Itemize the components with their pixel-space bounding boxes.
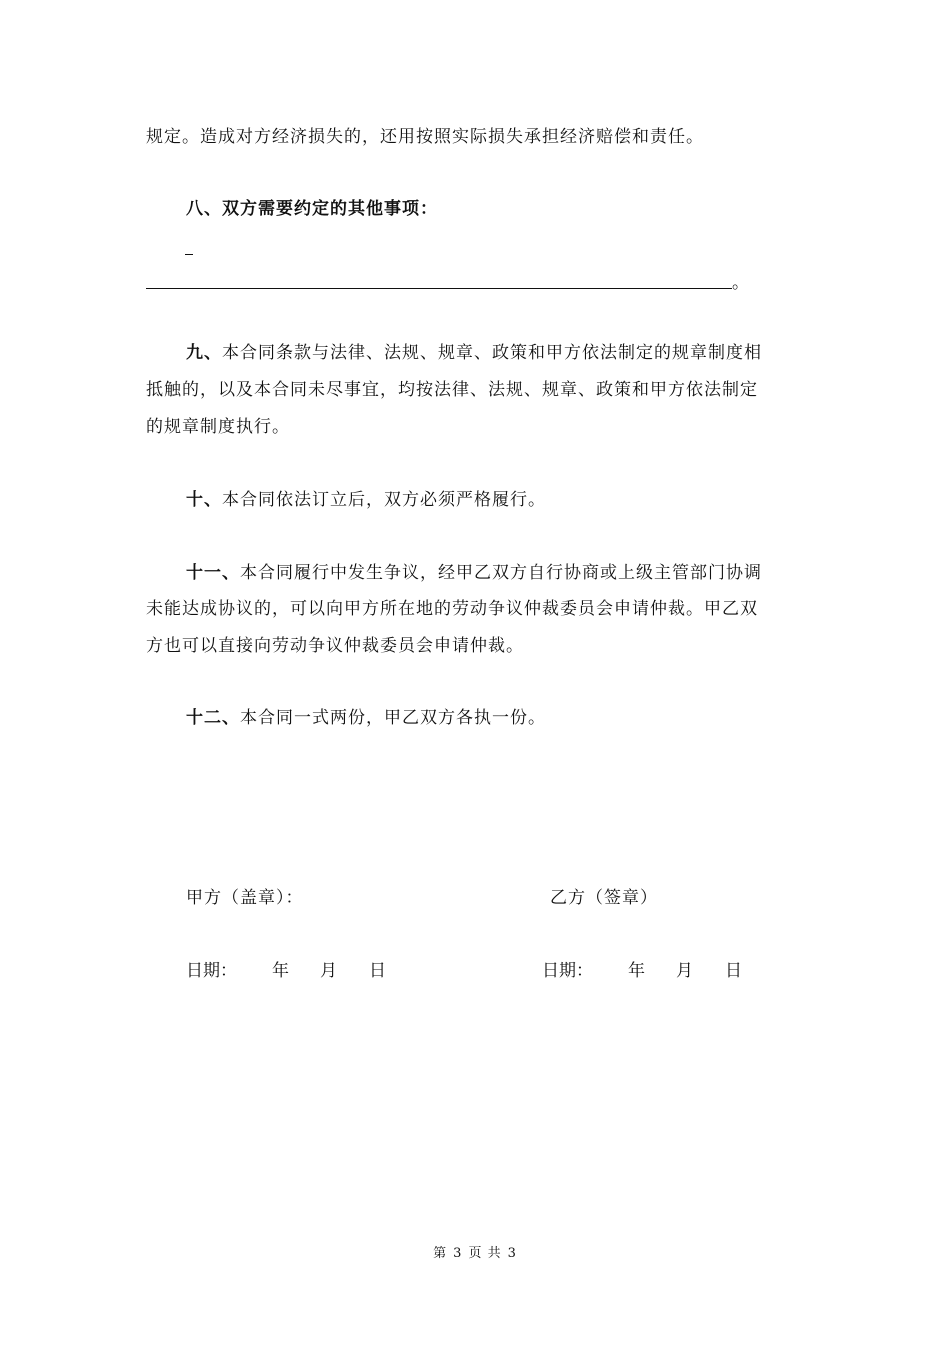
page-prefix: 第	[433, 1246, 448, 1261]
fill-in-blank-short	[185, 254, 193, 255]
clause-9-line-3: 的规章制度执行。	[146, 417, 290, 437]
party-a-date-month: 月	[320, 961, 337, 981]
clause-11-text-1: 本合同履行中发生争议，经甲乙双方自行协商或上级主管部门协调	[240, 563, 762, 583]
party-b-signature-label: 乙方（签章）	[550, 888, 658, 908]
clause-9-line-2: 抵触的，以及本合同未尽事宜，均按法律、法规、规章、政策和甲方依法制定	[146, 380, 758, 400]
clause-11-line-1	[186, 562, 762, 584]
party-b-date-label: 日期：	[542, 961, 593, 981]
party-a-date-day: 日	[369, 961, 386, 981]
clause-10-line-1	[186, 489, 546, 511]
clause-10-number: 十、	[186, 490, 222, 510]
clause-7-tail: 规定。造成对方经济损失的，还用按照实际损失承担经济赔偿和责任。	[146, 127, 704, 147]
clause-9-number: 九、	[186, 343, 222, 363]
clause-10-text-1: 本合同依法订立后，双方必须严格履行。	[222, 490, 546, 510]
party-a-seal-label: 甲方（盖章）：	[186, 888, 304, 908]
party-b-date-year: 年	[628, 961, 645, 981]
party-b-date-month: 月	[676, 961, 693, 981]
clause-8-heading: 八、双方需要约定的其他事项：	[186, 199, 438, 219]
party-a-date-year: 年	[272, 961, 289, 981]
clause-11-line-3: 方也可以直接向劳动争议仲裁委员会申请仲裁。	[146, 636, 524, 656]
page-mid: 页 共	[468, 1246, 502, 1261]
clause-12-text-1: 本合同一式两份，甲乙双方各执一份。	[240, 708, 546, 728]
page-total: 3	[507, 1246, 517, 1261]
party-a-date-label: 日期：	[186, 961, 237, 981]
clause-9-line-1	[186, 342, 762, 364]
party-b-date-day: 日	[725, 961, 742, 981]
fill-in-blank-period: 。	[732, 273, 749, 293]
clause-11-number: 十一、	[186, 563, 240, 583]
clause-12-line-1	[186, 707, 546, 729]
clause-9-text-1: 本合同条款与法律、法规、规章、政策和甲方依法制定的规章制度相	[222, 343, 762, 363]
page-current: 3	[453, 1246, 463, 1261]
clause-11-line-2: 未能达成协议的，可以向甲方所在地的劳动争议仲裁委员会申请仲裁。甲乙双	[146, 599, 758, 619]
fill-in-blank-line	[146, 288, 732, 289]
page-number-footer	[0, 1246, 950, 1262]
clause-12-number: 十二、	[186, 708, 240, 728]
